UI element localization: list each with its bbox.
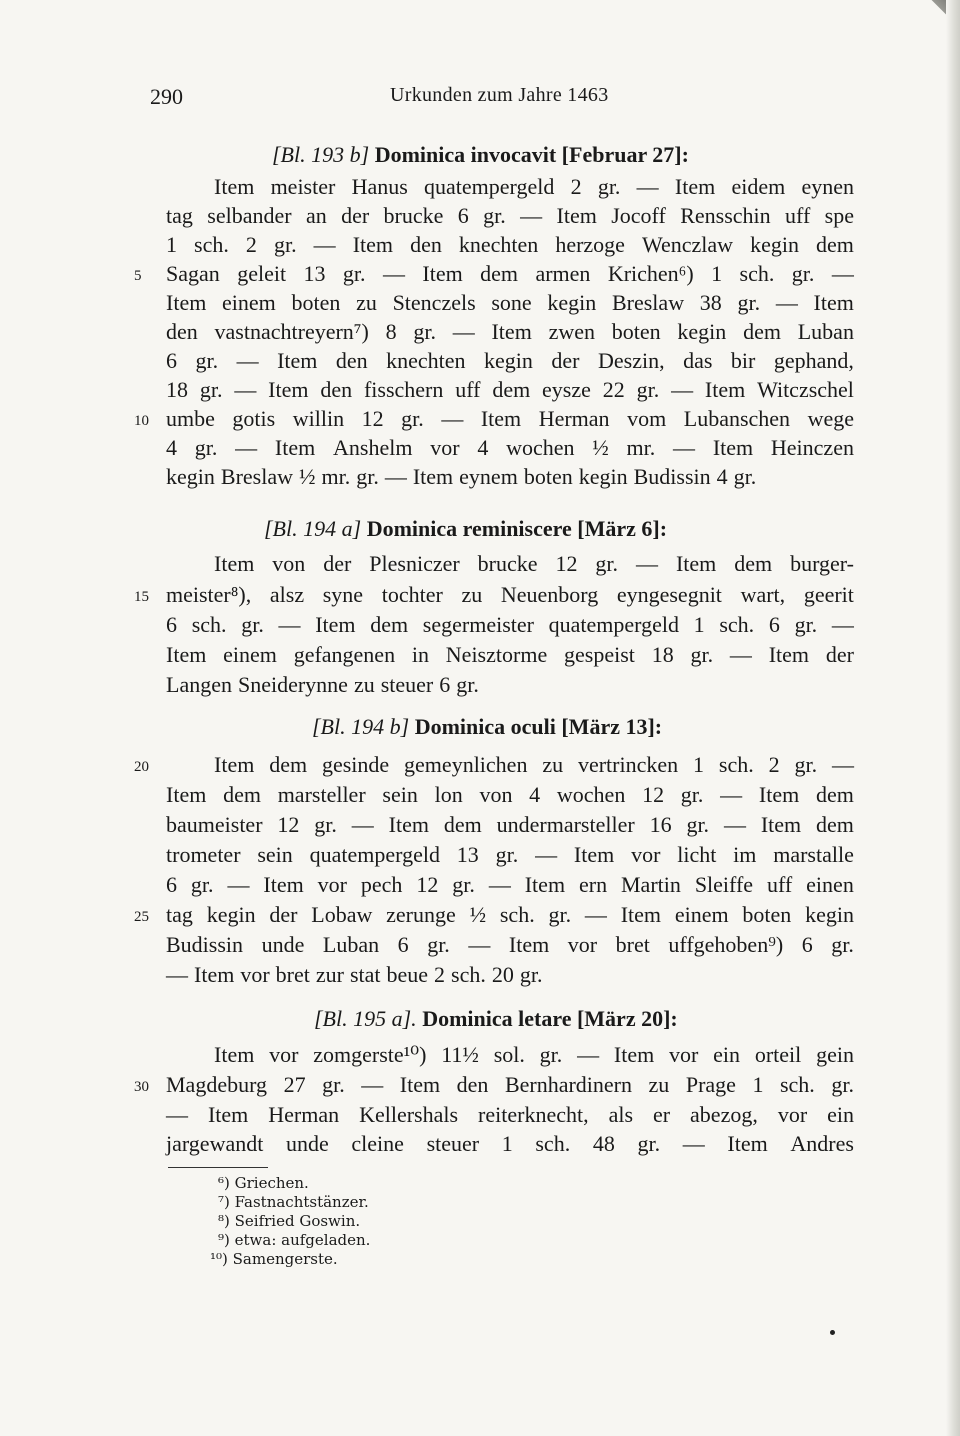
line-number: 30: [134, 1079, 149, 1095]
text-line: Item meister Hanus quatempergeld 2 gr. — Item eidem eynen: [214, 174, 854, 199]
folio-reference: [Bl. 194 a]: [264, 516, 362, 541]
page-number: 290: [150, 84, 183, 109]
text-line: — Item vor bret zur stat beue 2 sch. 20 gr.: [166, 962, 543, 987]
text-line: tag selbander an der brucke 6 gr. — Item Jocoff Rensschin uff spe: [166, 203, 854, 228]
text-line: 1 sch. 2 gr. — Item den knechten herzoge Wenczlaw kegin dem: [166, 232, 854, 257]
section-title: Dominica oculi [März 13]:: [414, 714, 663, 739]
line-number: 25: [134, 909, 149, 925]
text-line: tag kegin der Lobaw zerunge ½ sch. gr. — Item einem boten kegin: [166, 902, 854, 927]
text-line: Item einem boten zu Stenczels sone kegin Breslaw 38 gr. — Item: [166, 290, 854, 315]
text-line: Item von der Plesniczer brucke 12 gr. — Item dem burger-: [214, 551, 854, 576]
text-line: umbe gotis willin 12 gr. — Item Herman vom Lubanschen wege: [166, 406, 854, 431]
text-line: 6 sch. gr. — Item dem segermeister quatempergeld 1 sch. 6 gr. —: [166, 612, 854, 637]
text-line: baumeister 12 gr. — Item dem undermarsteller 16 gr. — Item dem: [166, 812, 854, 837]
section-heading: [272, 142, 689, 168]
text-line: 6 gr. — Item den knechten kegin der Deszin, das bir gephand,: [166, 348, 854, 373]
text-line: jargewandt unde cleine steuer 1 sch. 48 gr. — Item Andres: [166, 1131, 854, 1156]
section-title: Dominica invocavit [Februar 27]:: [374, 142, 689, 167]
text-line: Magdeburg 27 gr. — Item den Bernhardinern zu Prage 1 sch. gr.: [166, 1072, 854, 1097]
footnote: ⁶) Griechen.: [218, 1174, 309, 1192]
text-line: — Item Herman Kellershals reiterknecht, als er abezog, vor ein: [166, 1102, 854, 1127]
ink-speck: [830, 1330, 835, 1335]
line-number: 10: [134, 413, 149, 429]
text-line: 4 gr. — Item Anshelm vor 4 wochen ½ mr. — Item Heinczen: [166, 435, 854, 460]
line-number: 5: [134, 268, 142, 284]
text-line: kegin Breslaw ½ mr. gr. — Item eynem boten kegin Budissin 4 gr.: [166, 464, 757, 489]
footnote: ¹⁰) Samengerste.: [210, 1250, 338, 1268]
running-head: Urkunden zum Jahre 1463: [390, 84, 609, 106]
footnote: ⁷) Fastnachtstänzer.: [218, 1193, 369, 1211]
section-heading: [312, 714, 662, 740]
text-line: 18 gr. — Item den fisschern uff dem eysze 22 gr. — Item Witczschel: [166, 377, 854, 402]
text-line: trometer sein quatempergeld 13 gr. — Item vor licht im marstalle: [166, 842, 854, 867]
text-line: Langen Sneiderynne zu steuer 6 gr.: [166, 672, 479, 697]
footnote-rule: [168, 1167, 268, 1168]
text-line: meister⁸), alsz syne tochter zu Neuenborg eyngesegnit wart, geerit: [166, 582, 854, 607]
text-line: Sagan geleit 13 gr. — Item dem armen Krichen⁶) 1 sch. gr. —: [166, 261, 854, 286]
folio-reference: [Bl. 194 b]: [312, 714, 410, 739]
text-line: 6 gr. — Item vor pech 12 gr. — Item ern Martin Sleiffe uff einen: [166, 872, 854, 897]
footnote: ⁸) Seifried Goswin.: [218, 1212, 361, 1230]
section-heading: [314, 1006, 678, 1032]
section-title: Dominica reminiscere [März 6]:: [366, 516, 668, 541]
folio-reference: [Bl. 193 b]: [272, 142, 370, 167]
text-line: Item einem gefangenen in Neisztorme gespeist 18 gr. — Item der: [166, 642, 854, 667]
folio-reference: [Bl. 195 a].: [314, 1006, 417, 1031]
text-line: Item dem marsteller sein lon von 4 wochen 12 gr. — Item dem: [166, 782, 854, 807]
page-binding-edge: [946, 0, 960, 1436]
line-number: 15: [134, 589, 149, 605]
footnote: ⁹) etwa: aufgeladen.: [218, 1231, 371, 1249]
text-line: Budissin unde Luban 6 gr. — Item vor bret uffgehoben⁹) 6 gr.: [166, 932, 854, 957]
text-line: den vastnachtreyern⁷) 8 gr. — Item zwen boten kegin dem Luban: [166, 319, 854, 344]
line-number: 20: [134, 759, 149, 775]
section-title: Dominica letare [März 20]:: [422, 1006, 678, 1031]
text-line: Item vor zomgerste¹⁰) 11½ sol. gr. — Item vor ein orteil gein: [214, 1042, 854, 1067]
text-line: Item dem gesinde gemeynlichen zu vertrincken 1 sch. 2 gr. —: [214, 752, 854, 777]
section-heading: [264, 516, 667, 542]
